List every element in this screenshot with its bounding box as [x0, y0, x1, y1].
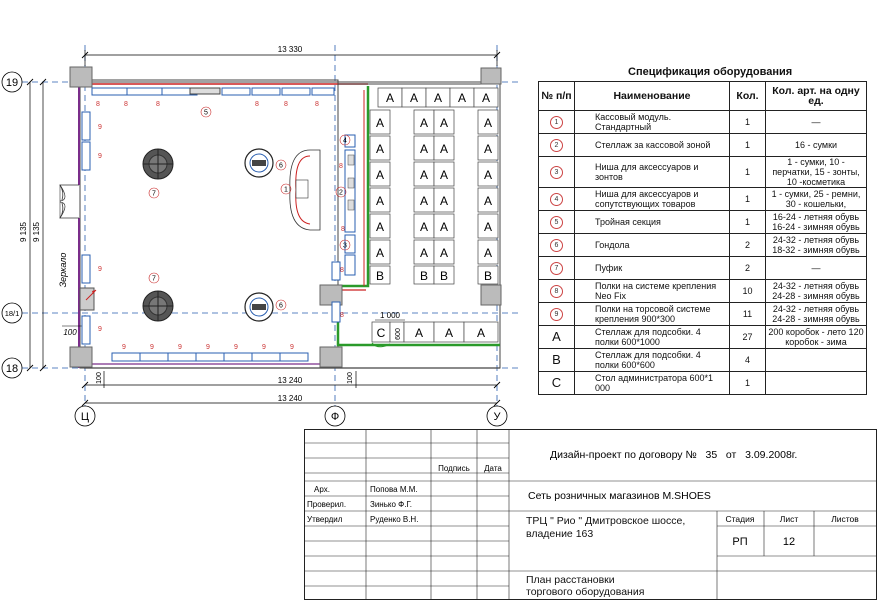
spec-name: Кассовый модуль. Стандартный — [575, 111, 730, 134]
table-row — [539, 188, 867, 211]
tb-sheets-label: Листов — [831, 514, 859, 524]
rack-a: A — [439, 168, 449, 182]
axis-f: Ф — [330, 411, 340, 423]
spec-header-art: Кол. арт. на одну ед. — [766, 82, 867, 111]
rack-a: A — [375, 220, 385, 234]
rack-a: A — [439, 142, 449, 156]
tb-contract: Дизайн-проект по договору № 35 от 3.09.2008г. — [550, 449, 798, 461]
dim-left-outer: 9 135 — [19, 221, 28, 243]
marker-9: 9 — [178, 344, 182, 351]
table-row — [539, 111, 867, 134]
rack-a: A — [483, 194, 493, 208]
rack-a: A — [457, 91, 467, 105]
tb-utv-label: Утвердил — [307, 515, 343, 524]
marker-1: 1 — [284, 186, 288, 194]
marker-8: 8 — [255, 101, 259, 108]
spec-num: B — [539, 349, 575, 372]
spec-num: 7 — [550, 262, 563, 275]
rack-a: A — [409, 91, 419, 105]
rack-b: B — [439, 269, 449, 283]
marker-9: 9 — [150, 344, 154, 351]
dim-bottom-outer: 13 240 — [277, 394, 303, 403]
dim-100-left: 100 — [63, 328, 77, 337]
spec-qty: 27 — [730, 326, 766, 349]
tb-data: Дата — [484, 464, 502, 473]
spec-art: 16 - сумки — [766, 134, 867, 157]
spec-name: Стол администратора 600*1 000 — [575, 372, 730, 395]
spec-title: Спецификация оборудования — [628, 66, 793, 78]
spec-num: C — [539, 372, 575, 395]
marker-6-top: 6 — [279, 162, 283, 170]
dim-100-bottom-left: 100 — [96, 372, 103, 384]
axis-c: Ц — [80, 411, 90, 423]
dim-1000: 1 000 — [379, 311, 401, 320]
rack-a: A — [483, 168, 493, 182]
marker-9: 9 — [234, 344, 238, 351]
spec-num: 1 — [550, 116, 563, 129]
spec-name: Ниша для аксессуаров и сопутствующих товаров — [575, 188, 730, 211]
dim-top: 13 330 — [277, 45, 303, 54]
marker-2: 2 — [339, 189, 343, 197]
spec-num: 4 — [550, 193, 563, 206]
tb-utv-name: Руденко В.Н. — [370, 515, 419, 524]
marker-6-bottom: 6 — [279, 302, 283, 310]
table-row — [539, 134, 867, 157]
marker-9: 9 — [122, 344, 126, 351]
pouf-bottom — [143, 291, 173, 321]
spec-name: Стеллаж за кассовой зоной — [575, 134, 730, 157]
marker-8: 8 — [315, 101, 319, 108]
spec-art: 24-32 - летняя обувь 24-28 - зимняя обувь — [766, 303, 867, 326]
tb-prov-label: Проверил. — [307, 500, 347, 509]
marker-9: 9 — [290, 344, 294, 351]
spec-name: Тройная секция — [575, 211, 730, 234]
axis-18-1: 18/1 — [4, 309, 20, 318]
rack-a: A — [375, 194, 385, 208]
spec-qty: 1 — [730, 157, 766, 188]
spec-qty: 2 — [730, 257, 766, 280]
spec-num: 9 — [550, 308, 563, 321]
tb-network: Сеть розничных магазинов M.SHOES — [528, 490, 711, 502]
rack-a: A — [419, 194, 429, 208]
marker-7-top: 7 — [152, 190, 156, 198]
spec-header-num: № п/п — [539, 82, 575, 111]
dim-100-bottom-right: 100 — [347, 372, 354, 384]
spec-num: 5 — [550, 216, 563, 229]
marker-5: 5 — [204, 109, 208, 117]
spec-qty: 1 — [730, 211, 766, 234]
rack-a: A — [375, 116, 385, 130]
tb-sheet-label: Лист — [779, 514, 799, 524]
rack-a: A — [483, 142, 493, 156]
column-top-right — [481, 68, 501, 84]
spec-art: — — [766, 111, 867, 134]
gondola-bottom — [245, 293, 273, 321]
marker-8: 8 — [339, 163, 343, 170]
tb-arh-name: Попова М.М. — [370, 485, 418, 494]
marker-8: 8 — [340, 267, 344, 274]
spec-art: 1 - сумки, 25 - ремни, 30 - кошельки, — [766, 188, 867, 211]
tb-sheet-val: 12 — [782, 536, 796, 548]
spec-header-qty: Кол. — [730, 82, 766, 111]
rack-a: A — [444, 326, 454, 340]
marker-4: 4 — [343, 137, 347, 145]
table-row — [539, 349, 867, 372]
spec-num: 3 — [550, 166, 563, 179]
table-row — [539, 326, 867, 349]
spec-art: 24-32 - летняя обувь 24-28 - зимняя обувь — [766, 280, 867, 303]
tb-prov-name: Зинько Ф.Г. — [370, 500, 413, 509]
rack-a: A — [483, 246, 493, 260]
title-block — [304, 429, 877, 600]
axis-18: 18 — [5, 363, 19, 375]
spec-art: 1 - сумки, 10 - перчатки, 15 - зонты, 10 -косметика — [766, 157, 867, 188]
marker-8: 8 — [340, 312, 344, 319]
spec-art: — — [766, 257, 867, 280]
spec-name: Полки на торсовой системе крепления 900*300 — [575, 303, 730, 326]
spec-qty: 1 — [730, 134, 766, 157]
pouf-top — [143, 149, 173, 179]
rack-b: B — [483, 269, 493, 283]
spec-qty: 11 — [730, 303, 766, 326]
marker-8: 8 — [156, 101, 160, 108]
mirror-label: Зеркало — [58, 252, 68, 288]
spec-qty: 4 — [730, 349, 766, 372]
top-wall-shelves — [92, 88, 334, 95]
rack-a: A — [419, 116, 429, 130]
marker-9: 9 — [98, 153, 102, 160]
marker-9: 9 — [98, 266, 102, 273]
spec-name: Стеллаж для подсобки. 4 полки 600*600 — [575, 349, 730, 372]
table-row — [539, 157, 867, 188]
spec-name: Гондола — [575, 234, 730, 257]
spec-name: Ниша для аксессуаров и зонтов — [575, 157, 730, 188]
tb-plan-name: План расстановки торгового оборудования — [526, 574, 645, 598]
rack-a: A — [375, 142, 385, 156]
marker-7-bottom: 7 — [152, 275, 156, 283]
spec-qty: 1 — [730, 111, 766, 134]
spec-num: 6 — [550, 239, 563, 252]
stockroom-racks — [370, 88, 498, 347]
spec-art — [766, 349, 867, 372]
column-right — [481, 285, 501, 305]
rack-a: A — [419, 220, 429, 234]
table-row — [539, 280, 867, 303]
tb-stage-val: РП — [732, 536, 748, 548]
marker-8: 8 — [341, 226, 345, 233]
spec-name: Полки на системе крепления Neo Fix — [575, 280, 730, 303]
axis-u: У — [493, 411, 501, 423]
spec-qty: 10 — [730, 280, 766, 303]
marker-9: 9 — [206, 344, 210, 351]
marker-9: 9 — [98, 326, 102, 333]
rack-a: A — [433, 91, 443, 105]
spec-header-row — [539, 82, 867, 111]
rack-a: A — [439, 194, 449, 208]
tb-address: ТРЦ " Рио " Дмитровское шоссе, владение 163 — [526, 515, 686, 540]
table-row — [539, 303, 867, 326]
tb-stage-label: Стадия — [725, 514, 755, 524]
tb-arh-label: Арх. — [314, 485, 330, 494]
spec-qty: 1 — [730, 372, 766, 395]
rack-a: A — [481, 91, 491, 105]
column-bottom-left — [70, 347, 92, 367]
gondola-top — [245, 149, 273, 177]
rack-a: A — [375, 168, 385, 182]
rack-a: A — [439, 246, 449, 260]
table-row — [539, 234, 867, 257]
spec-name: Стеллаж для подсобки. 4 полки 600*1000 — [575, 326, 730, 349]
rack-a: A — [385, 91, 395, 105]
marker-8: 8 — [124, 101, 128, 108]
rack-b: B — [375, 269, 385, 283]
marker-3: 3 — [343, 242, 347, 250]
spec-qty: 2 — [730, 234, 766, 257]
rack-a: A — [439, 116, 449, 130]
rack-c: C — [376, 326, 386, 340]
dim-600: 600 — [395, 328, 402, 340]
bottom-wall-shelves — [112, 353, 308, 361]
column-bottom-mid — [320, 347, 342, 367]
table-row — [539, 372, 867, 395]
rack-a: A — [375, 246, 385, 260]
rack-a: A — [483, 116, 493, 130]
tb-podpis: Подпись — [438, 464, 470, 473]
spec-art: 200 коробок - лето 120 коробок - зима — [766, 326, 867, 349]
rack-a: A — [476, 326, 486, 340]
marker-9: 9 — [262, 344, 266, 351]
marker-9: 9 — [98, 124, 102, 131]
rack-a: A — [419, 142, 429, 156]
rack-b: B — [419, 269, 429, 283]
rack-a: A — [419, 168, 429, 182]
spec-num: 8 — [550, 285, 563, 298]
spec-art: 24-32 - летняя обувь 18-32 - зимняя обувь — [766, 234, 867, 257]
rack-a: A — [483, 220, 493, 234]
dim-left-inner: 9 135 — [32, 221, 41, 243]
rack-a: A — [439, 220, 449, 234]
rack-a: A — [419, 246, 429, 260]
column-top-left — [70, 67, 92, 87]
axis-19: 19 — [5, 77, 19, 89]
spec-header-name: Наименование — [575, 82, 730, 111]
spec-qty: 1 — [730, 188, 766, 211]
table-row — [539, 257, 867, 280]
marker-8: 8 — [96, 101, 100, 108]
spec-name: Пуфик — [575, 257, 730, 280]
spec-table — [538, 81, 867, 395]
rack-a: A — [414, 326, 424, 340]
table-row — [539, 211, 867, 234]
spec-num: A — [539, 326, 575, 349]
spec-num: 2 — [550, 139, 563, 152]
spec-art: 16-24 - летняя обувь 16-24 - зимняя обувь — [766, 211, 867, 234]
dim-bottom-inner: 13 240 — [277, 376, 303, 385]
spec-art — [766, 372, 867, 395]
marker-8: 8 — [284, 101, 288, 108]
